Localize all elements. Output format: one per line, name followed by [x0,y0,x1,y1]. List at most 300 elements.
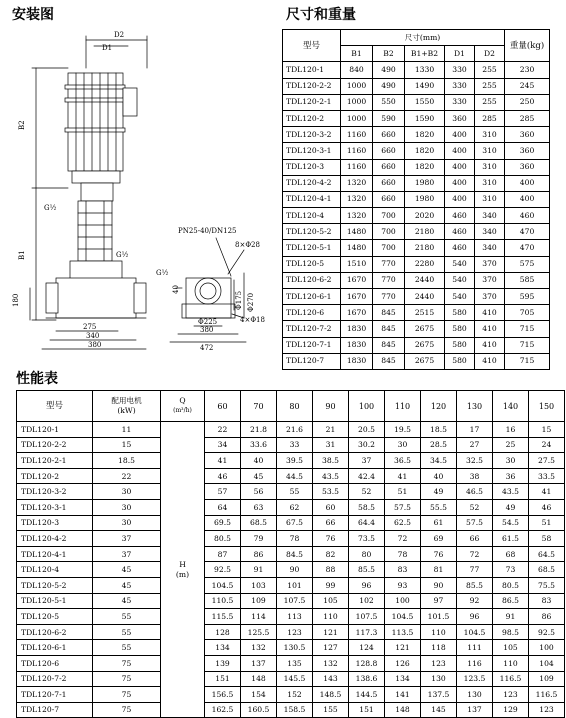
perf-header-flow: 100 [349,391,385,422]
model-cell: TDL120-4 [17,562,93,578]
table-row [17,546,565,562]
head-value-cell: 30.2 [349,437,385,453]
head-value-cell: 141 [385,687,421,703]
head-value-cell: 103 [241,577,277,593]
head-value-cell: 145 [421,702,457,718]
head-value-cell: 85.5 [457,577,493,593]
motor-cell: 30 [93,515,161,531]
value-cell: 660 [373,191,405,207]
perf-header-flow: 120 [421,391,457,422]
perf-header-flow: 70 [241,391,277,422]
h-label-line2: (m) [175,569,190,579]
model-cell: TDL120-6-2 [17,624,93,640]
head-value-cell: 116.5 [529,687,565,703]
head-value-cell: 72 [457,546,493,562]
head-value-cell: 88 [313,562,349,578]
table-row [17,468,565,484]
model-cell: TDL120-7-1 [283,337,341,353]
head-value-cell: 51 [529,515,565,531]
model-cell: TDL120-1 [283,62,341,78]
model-cell: TDL120-7-2 [283,321,341,337]
head-value-cell: 132 [241,640,277,656]
table-row [283,78,550,94]
head-value-cell: 85.5 [349,562,385,578]
value-cell: 410 [475,337,505,353]
value-cell: 1480 [341,224,373,240]
head-value-cell: 128.8 [349,655,385,671]
value-cell: 255 [475,78,505,94]
head-value-cell: 130 [457,687,493,703]
value-cell: 460 [445,224,475,240]
model-cell: TDL120-2-2 [283,78,341,94]
head-value-cell: 38 [457,468,493,484]
head-value-cell: 135 [277,655,313,671]
model-cell: TDL120-3 [283,159,341,175]
value-cell: 2675 [405,337,445,353]
head-value-cell: 110 [493,655,529,671]
motor-cell: 75 [93,671,161,687]
head-value-cell: 151 [349,702,385,718]
head-value-cell: 40 [241,453,277,469]
head-value-cell: 34.5 [421,453,457,469]
value-cell: 1980 [405,191,445,207]
motor-cell: 45 [93,593,161,609]
head-value-cell: 100 [529,640,565,656]
head-value-cell: 60 [313,499,349,515]
head-value-cell: 57 [205,484,241,500]
head-value-cell: 37 [349,453,385,469]
model-cell: TDL120-2 [283,110,341,126]
value-cell: 370 [475,256,505,272]
head-value-cell: 123 [421,655,457,671]
head-value-cell: 21 [313,422,349,438]
value-cell: 490 [373,78,405,94]
value-cell: 2515 [405,305,445,321]
head-value-cell: 63 [241,499,277,515]
value-cell: 1160 [341,159,373,175]
head-value-cell: 30 [493,453,529,469]
label-275: 275 [83,323,97,331]
head-value-cell: 64.4 [349,515,385,531]
table-row [283,272,550,288]
head-value-cell: 92 [457,593,493,609]
head-value-cell: 109 [241,593,277,609]
head-value-cell: 138.6 [349,671,385,687]
perf-header-flow: 80 [277,391,313,422]
perf-header-flow: 150 [529,391,565,422]
value-cell: 1510 [341,256,373,272]
motor-cell: 55 [93,624,161,640]
head-value-cell: 155 [313,702,349,718]
head-value-cell: 90 [421,577,457,593]
head-value-cell: 82 [313,546,349,562]
value-cell: 700 [373,208,405,224]
head-value-cell: 36 [493,468,529,484]
head-value-cell: 121 [313,624,349,640]
head-value-cell: 130.5 [277,640,313,656]
value-cell: 1320 [341,175,373,191]
head-value-cell: 117.3 [349,624,385,640]
model-cell: TDL120-5-1 [17,593,93,609]
head-value-cell: 45 [241,468,277,484]
head-value-cell: 77 [457,562,493,578]
head-value-cell: 114 [241,609,277,625]
table-row [17,422,565,438]
label-380: 380 [88,341,102,349]
model-cell: TDL120-6 [283,305,341,321]
value-cell: 845 [373,353,405,369]
label-b2: B2 [18,120,26,130]
head-value-cell: 83 [385,562,421,578]
dimensions-table [282,29,550,370]
head-value-cell: 86.5 [493,593,529,609]
head-value-cell: 148 [385,702,421,718]
model-cell: TDL120-3-2 [17,484,93,500]
head-value-cell: 73 [493,562,529,578]
head-value-cell: 145.5 [277,671,313,687]
label-180: 180 [12,293,20,307]
model-cell: TDL120-2-1 [17,453,93,469]
value-cell: 845 [373,337,405,353]
value-cell: 770 [373,256,405,272]
value-cell: 1830 [341,353,373,369]
value-cell: 330 [445,78,475,94]
head-value-cell: 19.5 [385,422,421,438]
perf-header-flow: 60 [205,391,241,422]
head-value-cell: 104 [529,655,565,671]
value-cell: 575 [505,256,550,272]
head-value-cell: 46.5 [457,484,493,500]
label-340: 340 [86,332,100,340]
perf-header-q-line2: (m³/h) [173,407,192,414]
head-value-cell: 123.5 [457,671,493,687]
head-value-cell: 107.5 [349,609,385,625]
table-row [17,499,565,515]
table-row [283,208,550,224]
head-value-cell: 134 [205,640,241,656]
head-value-cell: 33.5 [529,468,565,484]
value-cell: 595 [505,289,550,305]
head-value-cell: 78 [277,531,313,547]
perf-header-model: 型号 [17,391,93,422]
table-row [283,191,550,207]
value-cell: 410 [475,305,505,321]
head-value-cell: 56 [241,484,277,500]
head-value-cell: 62 [277,499,313,515]
head-value-cell: 49 [493,499,529,515]
value-cell: 360 [505,127,550,143]
table-row [17,640,565,656]
install-title: 安装图 [12,7,54,23]
value-cell: 2180 [405,224,445,240]
head-value-cell: 58 [529,531,565,547]
table-row [17,671,565,687]
value-cell: 255 [475,94,505,110]
model-cell: TDL120-4-2 [17,531,93,547]
label-g-half-upper: G½ [44,204,57,212]
table-row [283,321,550,337]
table-row [283,94,550,110]
head-value-cell: 152 [277,687,313,703]
value-cell: 1000 [341,78,373,94]
value-cell: 470 [505,240,550,256]
label-phi225: Φ225 [198,318,218,326]
head-value-cell: 41 [205,453,241,469]
head-value-cell: 126 [385,655,421,671]
head-value-cell: 41 [529,484,565,500]
head-value-cell: 86 [529,609,565,625]
value-cell: 1820 [405,159,445,175]
table-row [17,484,565,500]
head-value-cell: 49 [421,484,457,500]
motor-cell: 55 [93,609,161,625]
head-value-cell: 42.4 [349,468,385,484]
head-value-cell: 104.5 [205,577,241,593]
h-label-cell [161,422,205,718]
value-cell: 1820 [405,127,445,143]
head-value-cell: 62.5 [385,515,421,531]
motor-cell: 75 [93,655,161,671]
value-cell: 400 [505,175,550,191]
head-value-cell: 139 [205,655,241,671]
head-value-cell: 128 [205,624,241,640]
value-cell: 285 [505,110,550,126]
value-cell: 770 [373,289,405,305]
table-row [283,256,550,272]
head-value-cell: 109 [529,671,565,687]
head-value-cell: 137 [457,702,493,718]
head-value-cell: 110 [313,609,349,625]
value-cell: 310 [475,191,505,207]
head-value-cell: 64 [205,499,241,515]
head-value-cell: 22 [205,422,241,438]
value-cell: 660 [373,143,405,159]
value-cell: 370 [475,272,505,288]
label-380-right: 380 [200,326,214,334]
head-value-cell: 116.5 [493,671,529,687]
model-cell: TDL120-1 [17,422,93,438]
head-value-cell: 30 [385,437,421,453]
perf-header-motor-line2: (kW) [117,406,136,415]
head-value-cell: 80 [349,546,385,562]
head-value-cell: 118 [421,640,457,656]
head-value-cell: 87 [205,546,241,562]
value-cell: 340 [475,208,505,224]
head-value-cell: 20.5 [349,422,385,438]
h-label-line1: H [179,559,186,569]
head-value-cell: 15 [529,422,565,438]
value-cell: 580 [445,321,475,337]
head-value-cell: 110 [421,624,457,640]
head-value-cell: 76 [313,531,349,547]
motor-cell: 22 [93,468,161,484]
head-value-cell: 57.5 [457,515,493,531]
head-value-cell: 86 [241,546,277,562]
perf-header-flow: 130 [457,391,493,422]
head-value-cell: 31 [313,437,349,453]
model-cell: TDL120-5-1 [283,240,341,256]
table-row [283,353,550,369]
head-value-cell: 132 [313,655,349,671]
dim-header-col: B1 [341,46,373,62]
performance-table [16,390,565,718]
value-cell: 1670 [341,289,373,305]
value-cell: 1830 [341,337,373,353]
head-value-cell: 55 [277,484,313,500]
head-value-cell: 67.5 [277,515,313,531]
value-cell: 400 [445,175,475,191]
motor-cell: 37 [93,546,161,562]
value-cell: 540 [445,256,475,272]
value-cell: 1320 [341,208,373,224]
label-anchor: 4×Φ18 [240,316,265,324]
head-value-cell: 90 [277,562,313,578]
head-value-cell: 27 [457,437,493,453]
motor-cell: 75 [93,702,161,718]
value-cell: 580 [445,337,475,353]
head-value-cell: 92.5 [205,562,241,578]
head-value-cell: 75.5 [529,577,565,593]
value-cell: 360 [505,143,550,159]
value-cell: 1330 [405,62,445,78]
head-value-cell: 101.5 [421,609,457,625]
head-value-cell: 51 [385,484,421,500]
motor-cell: 75 [93,687,161,703]
head-value-cell: 130 [421,671,457,687]
value-cell: 1670 [341,305,373,321]
model-cell: TDL120-3-1 [283,143,341,159]
label-phi270: Φ270 [247,292,255,312]
head-value-cell: 104.5 [457,624,493,640]
head-value-cell: 96 [349,577,385,593]
value-cell: 705 [505,305,550,321]
head-value-cell: 66 [313,515,349,531]
motor-cell: 30 [93,499,161,515]
head-value-cell: 68.5 [529,562,565,578]
head-value-cell: 52 [457,499,493,515]
head-value-cell: 97 [421,593,457,609]
installation-drawing [6,28,280,360]
head-value-cell: 61 [421,515,457,531]
dim-header-col: D1 [445,46,475,62]
table-row [17,453,565,469]
value-cell: 330 [445,94,475,110]
table-row [283,289,550,305]
head-value-cell: 92.5 [529,624,565,640]
head-value-cell: 33 [277,437,313,453]
model-cell: TDL120-5 [283,256,341,272]
label-phi175: Φ175 [235,290,243,310]
table-row [283,240,550,256]
value-cell: 845 [373,305,405,321]
table-row [17,655,565,671]
value-cell: 715 [505,321,550,337]
table-row [17,593,565,609]
head-value-cell: 111 [457,640,493,656]
label-40: 40 [172,285,180,294]
head-value-cell: 46 [529,499,565,515]
head-value-cell: 115.5 [205,609,241,625]
value-cell: 310 [475,159,505,175]
head-value-cell: 121 [385,640,421,656]
head-value-cell: 125.5 [241,624,277,640]
value-cell: 2440 [405,272,445,288]
value-cell: 230 [505,62,550,78]
model-cell: TDL120-7-1 [17,687,93,703]
head-value-cell: 99 [313,577,349,593]
label-flange: PN25-40/DN125 [178,227,237,235]
model-cell: TDL120-5 [17,609,93,625]
value-cell: 340 [475,224,505,240]
value-cell: 400 [445,143,475,159]
value-cell: 715 [505,337,550,353]
head-value-cell: 46 [205,468,241,484]
value-cell: 660 [373,127,405,143]
dim-header-col: B2 [373,46,405,62]
label-g-half-right: G½ [156,269,169,277]
value-cell: 460 [445,208,475,224]
head-value-cell: 41 [385,468,421,484]
head-value-cell: 27.5 [529,453,565,469]
head-value-cell: 25 [493,437,529,453]
head-value-cell: 105 [313,593,349,609]
value-cell: 310 [475,127,505,143]
table-row [17,577,565,593]
value-cell: 1590 [405,110,445,126]
perf-header-motor-line1: 配用电机 [111,396,142,405]
head-value-cell: 113.5 [385,624,421,640]
value-cell: 1480 [341,240,373,256]
model-cell: TDL120-2-1 [283,94,341,110]
head-value-cell: 21.8 [241,422,277,438]
head-value-cell: 102 [349,593,385,609]
head-value-cell: 110.5 [205,593,241,609]
value-cell: 2675 [405,353,445,369]
head-value-cell: 21.6 [277,422,313,438]
value-cell: 540 [445,289,475,305]
value-cell: 470 [505,224,550,240]
table-row [17,687,565,703]
head-value-cell: 66 [457,531,493,547]
model-cell: TDL120-4 [283,208,341,224]
dim-header-model: 型号 [283,30,341,62]
value-cell: 285 [475,110,505,126]
head-value-cell: 137.5 [421,687,457,703]
head-value-cell: 32.5 [457,453,493,469]
value-cell: 770 [373,272,405,288]
head-value-cell: 16 [493,422,529,438]
head-value-cell: 123 [493,687,529,703]
motor-cell: 15 [93,437,161,453]
head-value-cell: 144.5 [349,687,385,703]
head-value-cell: 40 [421,468,457,484]
motor-cell: 45 [93,562,161,578]
value-cell: 2020 [405,208,445,224]
value-cell: 585 [505,272,550,288]
value-cell: 1320 [341,191,373,207]
value-cell: 550 [373,94,405,110]
dim-header-col: B1+B2 [405,46,445,62]
head-value-cell: 107.5 [277,593,313,609]
table-row [17,609,565,625]
head-value-cell: 57.5 [385,499,421,515]
dim-header-weight: 重量(kg) [505,30,550,62]
head-value-cell: 93 [385,577,421,593]
table-row [283,127,550,143]
table-row [17,531,565,547]
value-cell: 845 [373,321,405,337]
value-cell: 1160 [341,143,373,159]
